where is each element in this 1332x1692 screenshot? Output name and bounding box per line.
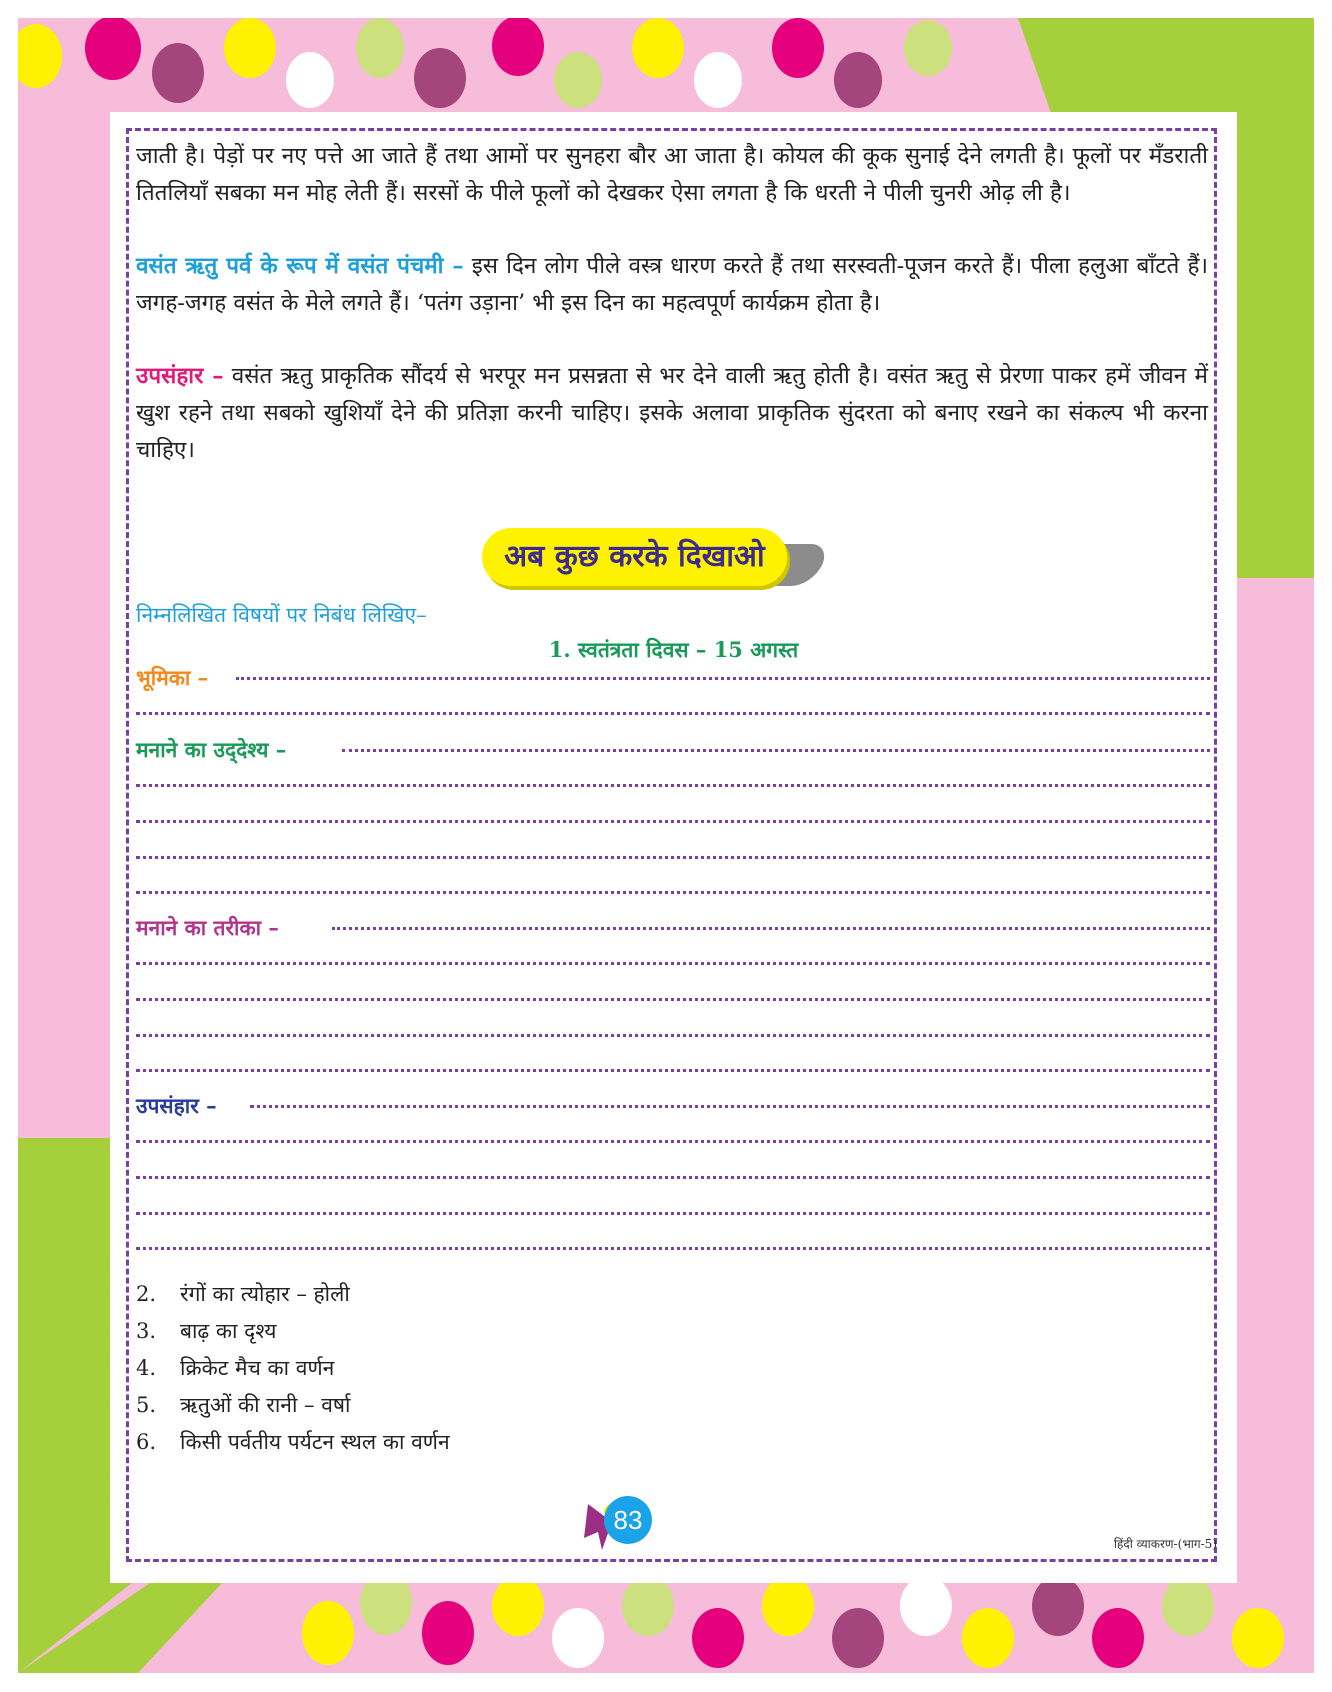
topics-list bbox=[136, 1276, 450, 1461]
writing-line[interactable] bbox=[136, 784, 1210, 787]
page-number: 83 bbox=[604, 1496, 652, 1544]
activity-banner bbox=[482, 528, 822, 590]
writing-line[interactable] bbox=[136, 820, 1210, 823]
writing-line[interactable] bbox=[136, 962, 1210, 965]
writing-line[interactable] bbox=[332, 927, 1210, 930]
paragraph-intro: जाती है। पेड़ों पर नए पत्ते आ जाते हैं तथा आमों पर सुनहरा बौर आ जाता है। कोयल की कूक सुनाई देने लगती है। फूलों पर मँडराती तितलियाँ सबका मन मोह लेती हैं। सरसों के पीले फूलों को देखकर ऐसा लगता है कि धरती ने पीली चुनरी ओढ़ ली है। bbox=[136, 143, 1208, 206]
section-label-tarika: मनाने का तरीका – bbox=[136, 915, 279, 940]
paragraph-vasant-panchami: वसंत ऋतु पर्व के रूप में वसंत पंचमी – इस दिन लोग पीले वस्त्र धारण करते हैं तथा सरस्वती-पूजन करते हैं। पीला हलुआ बाँटते हैं। जगह-जगह वसंत के मेले लगते हैं। ‘पतंग उड़ाना’ भी इस दिन का महत्वपूर्ण कार्यक्रम होता है। bbox=[136, 253, 1208, 316]
writing-line[interactable] bbox=[136, 856, 1210, 859]
instruction: निम्नलिखित विषयों पर निबंध लिखिए– bbox=[136, 603, 427, 627]
essay-topic-title: 1. स्वतंत्रता दिवस – 15 अगस्त bbox=[548, 637, 799, 662]
page bbox=[18, 18, 1314, 1673]
paragraph-heading: उपसंहार – bbox=[136, 363, 224, 389]
paragraph-heading: वसंत ऋतु पर्व के रूप में वसंत पंचमी – bbox=[136, 253, 464, 279]
writing-line[interactable] bbox=[136, 1247, 1210, 1250]
writing-line[interactable] bbox=[342, 749, 1210, 752]
writing-line[interactable] bbox=[136, 891, 1210, 894]
banner-title: अब कुछ करके दिखाओ bbox=[504, 539, 765, 574]
writing-line[interactable] bbox=[136, 1034, 1210, 1037]
book-footer: हिंदी व्याकरण-(भाग-5) bbox=[1113, 1537, 1217, 1551]
list-item: 3. बाढ़ का दृश्य bbox=[136, 1319, 277, 1343]
list-item: 2. रंगों का त्योहार – होली bbox=[136, 1282, 350, 1306]
writing-line[interactable] bbox=[136, 1140, 1210, 1143]
writing-line[interactable] bbox=[136, 1176, 1210, 1179]
section-label-bhumika: भूमिका – bbox=[136, 665, 209, 690]
section-label-upsanhar: उपसंहार – bbox=[136, 1093, 217, 1118]
section-label-uddeshya: मनाने का उद्‌देश्य – bbox=[136, 737, 287, 762]
writing-line[interactable] bbox=[136, 1212, 1210, 1215]
page-number-badge bbox=[590, 1490, 650, 1550]
writing-line[interactable] bbox=[236, 677, 1210, 680]
content-card bbox=[110, 112, 1237, 1583]
list-item: 4. क्रिकेट मैच का वर्णन bbox=[136, 1356, 335, 1380]
writing-line[interactable] bbox=[136, 1069, 1210, 1072]
writing-line[interactable] bbox=[136, 712, 1210, 715]
writing-line[interactable] bbox=[250, 1105, 1210, 1108]
writing-line[interactable] bbox=[136, 998, 1210, 1001]
list-item: 5. ऋतुओं की रानी – वर्षा bbox=[136, 1393, 351, 1417]
paragraph-conclusion: उपसंहार – वसंत ऋतु प्राकृतिक सौंदर्य से भरपूर मन प्रसन्नता से भर देने वाली ऋतु होती है। वसंत ऋतु से प्रेरणा पाकर हमें जीवन में खुश रहने तथा सबको खुशियाँ देने की प्रतिज्ञा करनी चाहिए। इसके अलावा प्राकृतिक सुंदरता को बनाए रखने का संकल्प भी करना चाहिए। bbox=[136, 363, 1208, 463]
list-item: 6. किसी पर्वतीय पर्यटन स्थल का वर्णन bbox=[136, 1430, 450, 1454]
